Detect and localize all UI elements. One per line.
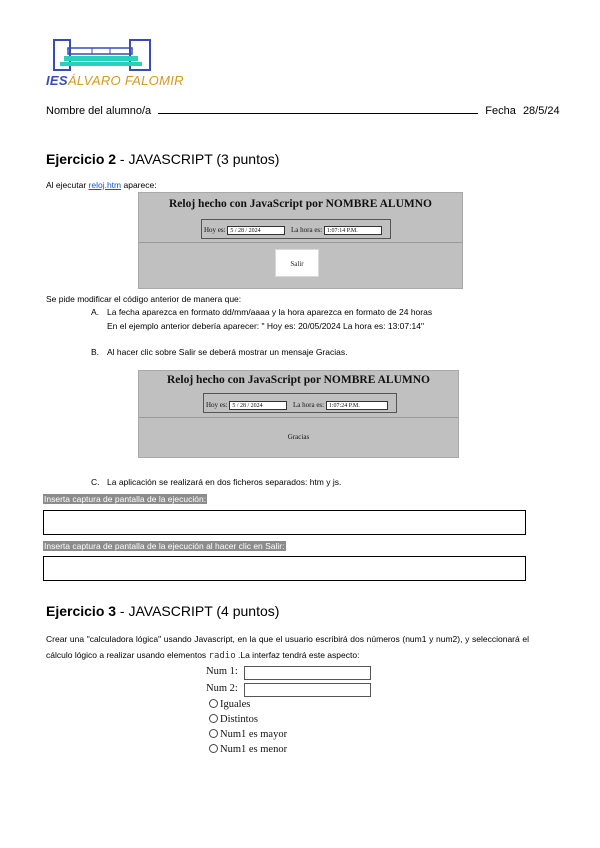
date-label: Fecha <box>485 105 516 117</box>
num1-input[interactable] <box>244 666 371 680</box>
time-field-2: La hora es: 1:07:24 P.M. <box>293 401 388 410</box>
gracias-message: Gracias <box>287 433 310 441</box>
num1-label: Num 1: <box>206 666 238 677</box>
radio-icon[interactable] <box>209 744 218 753</box>
list-item-a-line2: En el ejemplo anterior debería aparecer: " Hoy es: 20/05/2024 La hora es: 13:07:14" <box>107 321 424 331</box>
student-label: Nombre del alumno/a <box>46 105 152 117</box>
capture-box-1[interactable] <box>43 510 526 535</box>
time-field: La hora es: 1:07:14 P.M. <box>291 226 382 235</box>
radio-icon[interactable] <box>209 729 218 738</box>
clock-title: Reloj hecho con JavaScript por NOMBRE ALUMNO <box>168 198 432 210</box>
request-text: Se pide modificar el código anterior de manera que: <box>46 294 242 304</box>
date-value: 28/5/24 <box>522 105 560 117</box>
capture-label-1: Inserta captura de pantalla de la ejecución: <box>44 494 207 504</box>
student-name-field[interactable] <box>158 104 478 114</box>
list-item-a: A. La fecha aparezca en formato dd/mm/aaaa y la hora aparezca en formato de 24 horas <box>91 307 433 317</box>
reloj-link[interactable]: reloj.htm <box>88 180 122 190</box>
radio-distintos[interactable]: Distintos <box>209 714 258 725</box>
date-field-2: Hoy es: 5 / 28 / 2024 <box>206 401 287 410</box>
radio-mayor[interactable]: Num1 es mayor <box>209 729 287 740</box>
radio-iguales[interactable]: Iguales <box>209 699 250 710</box>
clock-screenshot-2 <box>138 370 459 458</box>
salir-button[interactable]: Salir <box>275 249 319 277</box>
date-field: Hoy es: 5 / 28 / 2024 <box>204 226 285 235</box>
exercise-2-title: Ejercicio 2 - JAVASCRIPT (3 puntos) <box>46 151 280 167</box>
num2-input[interactable] <box>244 683 371 697</box>
exercise-2-intro: Al ejecutar reloj.htm aparece: <box>46 180 157 190</box>
num2-label: Num 2: <box>206 683 238 694</box>
exercise-3-title: Ejercicio 3 - JAVASCRIPT (4 puntos) <box>46 603 280 619</box>
clock-screenshot-1 <box>138 192 463 289</box>
school-logo-icon <box>52 38 156 74</box>
radio-menor[interactable]: Num1 es menor <box>209 744 287 755</box>
student-line <box>46 104 560 117</box>
list-item-b: B. Al hacer clic sobre Salir se deberá mostrar un mensaje Gracias. <box>91 347 348 357</box>
capture-box-2[interactable] <box>43 556 526 581</box>
logo-text: IESÁLVARO FALOMIR <box>46 73 184 88</box>
list-item-c: C. La aplicación se realizará en dos ficheros separados: htm y js. <box>91 477 342 487</box>
capture-label-2: Inserta captura de pantalla de la ejecución al hacer clic en Salir: <box>44 541 285 551</box>
radio-icon[interactable] <box>209 714 218 723</box>
clock-title-2: Reloj hecho con JavaScript por NOMBRE ALUMNO <box>166 374 430 386</box>
radio-icon[interactable] <box>209 699 218 708</box>
exercise-3-description: Crear una "calculadora lógica" usando Javascript, en la que el usuario escribirá dos números (num1 y num2), y seleccionará el cálculo lógico a realizar usando elementos radio .La interfaz tendrá este aspecto: <box>46 634 529 661</box>
